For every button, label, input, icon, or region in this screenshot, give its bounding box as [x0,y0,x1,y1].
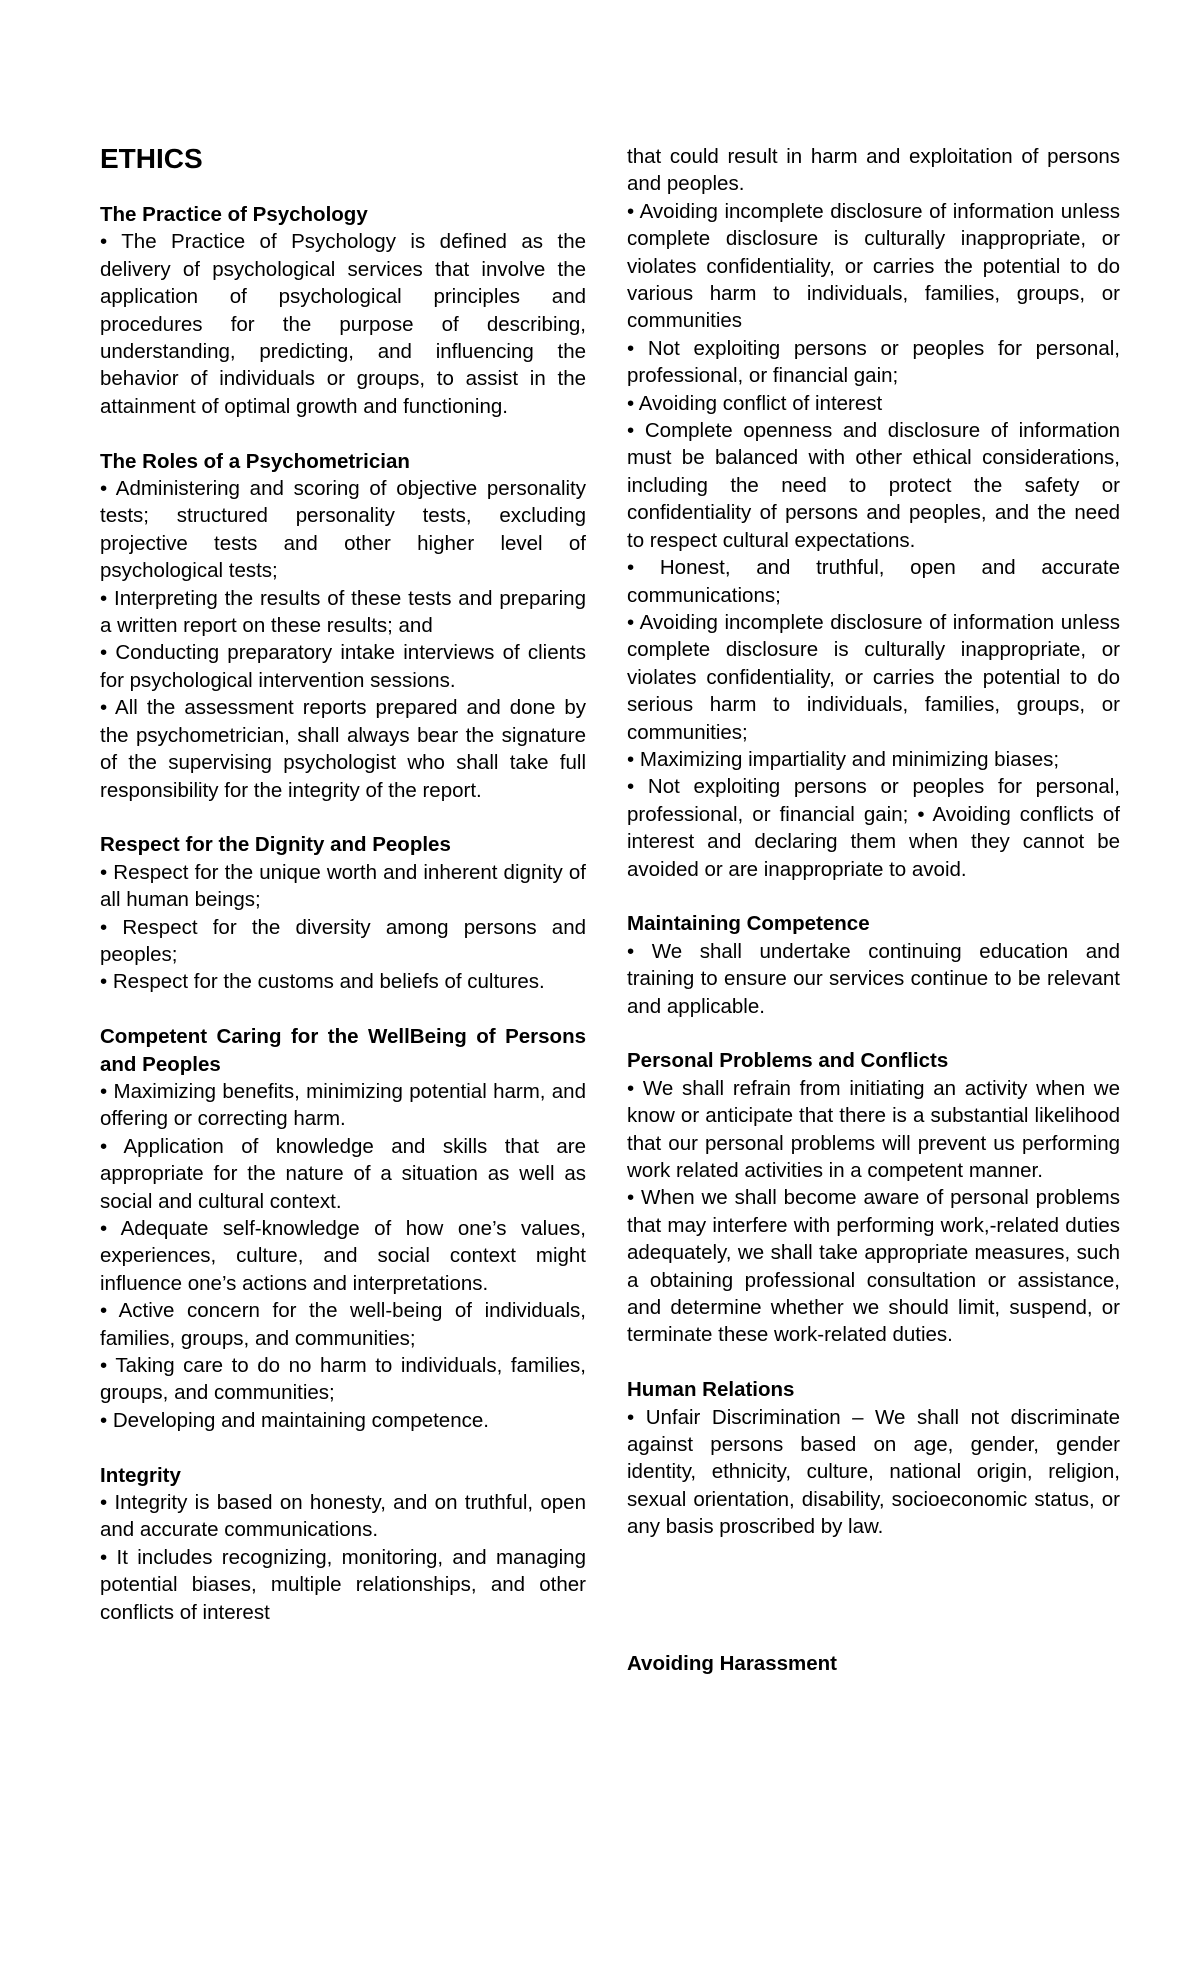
section-heading: The Practice of Psychology [100,203,368,226]
section-paragraph: • Maximizing impartiality and minimizing biases; [627,747,1060,771]
section-paragraph: • Application of knowledge and skills that are appropriate for the nature of a situation as well as social and cultural context. [100,1134,586,1213]
section-paragraph: • When we shall become aware of personal problems that may interfere with performing work,-related duties adequately, we shall take appropriate measures, such a obtaining professional consultation or assistance, and determine whether we should limit, suspend, or terminate these work-related duties. [627,1186,1120,1347]
section-heading: Maintaining Competence [627,912,870,936]
section-paragraph: • Avoiding incomplete disclosure of information unless complete disclosure is culturally inappropriate, or violates confidentiality, or carries the potential to do various harm to individuals, families, groups, or communities [627,199,1120,333]
section-paragraph: • Integrity is based on honesty, and on truthful, open and accurate communications. [100,1491,586,1542]
section-paragraph: • Interpreting the results of these tests and preparing a written report on these results; and [100,586,586,638]
section-personal-problems [627,1047,1120,1348]
section-heading: Integrity [100,1463,181,1487]
section-paragraph: • We shall refrain from initiating an activity when we know or anticipate that there is a substantial likelihood that our personal problems will prevent us performing work related activities in a competent manner. [627,1076,1120,1182]
section-paragraph: • Not exploiting persons or peoples for personal, professional, or financial gain; • Avoiding conflicts of interest and declaring them when they cannot be avoided or are inappropriate to avoid. [627,775,1120,881]
section-paragraph: • Unfair Discrimination – We shall not discriminate against persons based on age, gender, gender identity, ethnicity, culture, national origin, religion, sexual orientation, disability, socioeconomic status, or any basis proscribed by law. [627,1405,1120,1539]
section-paragraph: that could result in harm and exploitation of persons and peoples. [627,145,1120,196]
section-competent-caring [100,1023,586,1434]
section-paragraph: • It includes recognizing, monitoring, and managing potential biases, multiple relationships, and other conflicts of interest [100,1545,586,1624]
section-paragraph: • Administering and scoring of objective personality tests; structured personality tests, excluding projective tests and other higher level of psychological tests; [100,477,586,583]
spacer [627,1568,1120,1650]
section-respect-for-dignity [100,831,586,995]
section-heading: Respect for the Dignity and Peoples [100,833,451,857]
section-paragraph: • The Practice of Psychology is defined as the delivery of psychological services that involve the application of psychological principles and procedures for the purpose of describing, understanding, predicting, and influencing the behavior of individuals or groups, to assist in the attainment of optimal growth and functioning. [100,230,586,418]
section-paragraph: • Taking care to do no harm to individuals, families, groups, and communities; [100,1354,586,1405]
section-practice-of-psychology [100,201,586,420]
section-human-relations [627,1376,1120,1540]
section-paragraph: • Honest, and truthful, open and accurate communications; [627,556,1120,607]
document-title: ETHICS [100,143,203,174]
section-heading: The Roles of a Psychometrician [100,449,410,473]
section-paragraph: • Conducting preparatory intake interviews of clients for psychological intervention sessions. [100,641,586,692]
section-heading-avoiding-harassment: Avoiding Harassment [627,1652,837,1676]
section-paragraph: • Complete openness and disclosure of information must be balanced with other ethical considerations, including the need to protect the safety or confidentiality of persons and peoples, and the need to respect cultural expectations. [627,419,1120,552]
section-paragraph: • Avoiding incomplete disclosure of information unless complete disclosure is culturally inappropriate, or violates confidentiality, or carries the potential to do serious harm to individuals, families, groups, or communities; [627,610,1120,744]
section-integrity-continued [627,143,1120,883]
section-heading: Personal Problems and Conflicts [627,1049,949,1073]
left-column [100,141,586,1653]
section-paragraph: • Not exploiting persons or peoples for personal, professional, or financial gain; [627,336,1120,388]
section-paragraph: • All the assessment reports prepared and done by the psychometrician, shall always bear the signature of the supervising psychologist who shall take full responsibility for the integrity of the report. [100,696,586,802]
section-paragraph: • Respect for the unique worth and inherent dignity of all human beings; [100,860,586,912]
section-maintaining-competence [627,910,1120,1020]
section-heading: Human Relations [627,1378,795,1402]
section-paragraph: • Respect for the customs and beliefs of cultures. [100,970,545,994]
section-paragraph: • Avoiding conflict of interest [627,391,883,415]
section-paragraph: • Respect for the diversity among persons and peoples; [100,915,586,966]
section-roles-of-psychometrician [100,448,586,804]
section-heading: Competent Caring for the WellBeing of Persons and Peoples [100,1025,586,1076]
section-paragraph: • Maximizing benefits, minimizing potential harm, and offering or correcting harm. [100,1079,586,1131]
section-paragraph: • Developing and maintaining competence. [100,1408,489,1432]
section-paragraph: • Adequate self-knowledge of how one’s values, experiences, culture, and social context might influence one’s actions and interpretations. [100,1216,586,1295]
section-paragraph: • We shall undertake continuing education and training to ensure our services continue to be relevant and applicable. [627,939,1120,1018]
section-integrity [100,1462,586,1626]
right-column [627,143,1120,1677]
section-paragraph: • Active concern for the well-being of individuals, families, groups, and communities; [100,1299,586,1350]
